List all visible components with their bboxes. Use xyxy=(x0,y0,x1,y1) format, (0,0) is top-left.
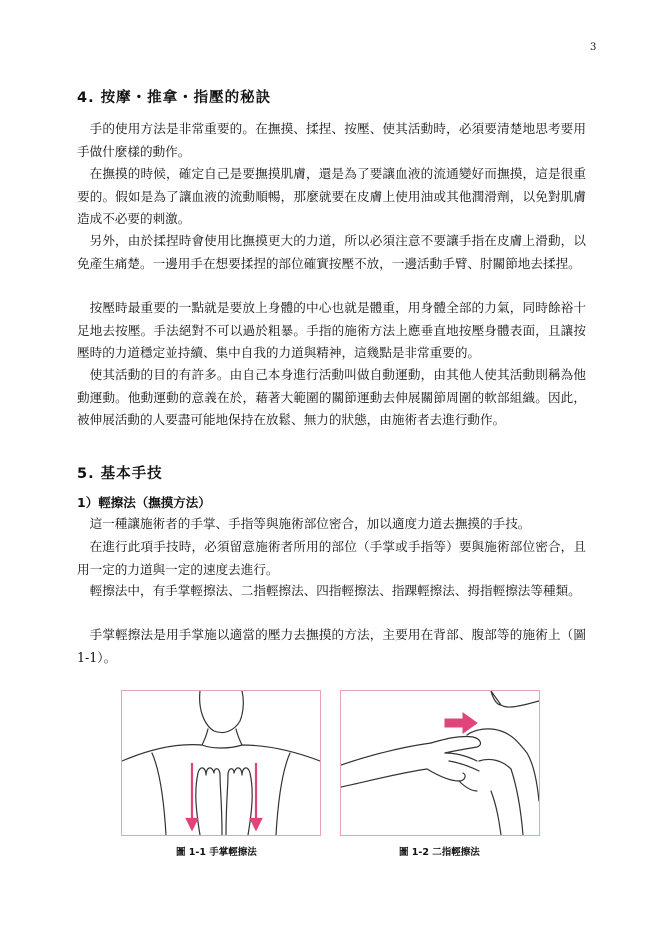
section-4-paragraph-1: 手的使用方法是非常重要的。在撫摸、揉捏、按壓、使其活動時，必須要清楚地思考要用手做什麼樣的動作。 xyxy=(77,121,586,159)
section-5-subheading: 1）輕擦法（撫摸方法） xyxy=(77,495,211,510)
neck-outline xyxy=(202,729,242,745)
finger-outlines xyxy=(445,753,479,791)
left-shoulder-line xyxy=(152,753,166,835)
figure-1-2-illustration xyxy=(341,691,539,835)
shirt-outline xyxy=(491,769,523,835)
direction-arrow-shaft xyxy=(445,719,463,727)
section-5-paragraph-1: 這一種讓施術者的手掌、手指等與施術部位密合，加以適度力道去撫摸的手技。 xyxy=(89,516,531,531)
head-outline xyxy=(200,691,244,733)
left-hand xyxy=(196,768,222,835)
section-5-paragraph-3: 輕擦法中，有手掌輕擦法、二指輕擦法、四指輕擦法、指踝輕擦法、拇指輕擦法等種類。 xyxy=(89,583,581,598)
section-5-paragraph-4: 手掌輕擦法是用手掌施以適當的壓力去撫摸的方法，主要用在背部、腹部等的施術上（圖 1-1）。 xyxy=(77,627,586,665)
right-shoulder-line xyxy=(276,753,290,835)
stroke-arrowhead-left xyxy=(187,819,197,829)
section-4-paragraph-5: 使其活動的目的有許多。由自己本身進行活動叫做自動運動，由其他人使其活動則稱為他動運動。他動運動的意義在於，藉著大範圍的關節運動去伸展關節周圍的軟部組織。因此，被伸展活動的人要盡可能地保持在放鬆、無力的狀態，由施術者去進行動作。 xyxy=(77,367,586,427)
right-hand xyxy=(226,768,252,835)
figure-1-1-illustration xyxy=(122,691,320,835)
section-4-paragraph-4: 按壓時最重要的一點就是要放上身體的中心也就是體重，用身體全部的力氣，同時餘裕十足地去按壓。手法絕對不可以過於粗暴。手指的施術方法上應垂直地按壓身體表面，且讓按壓時的力道穩定並持續、集中自我的力道與精神，這幾點是非常重要的。 xyxy=(77,300,586,360)
stroke-arrowhead-right xyxy=(251,819,261,829)
section-4-paragraph-3: 另外，由於揉捏時會使用比撫摸更大的力道，所以必須注意不要讓手指在皮膚上滑動，以免產生痛楚。一邊用手在想要揉捏的部位確實按壓不放，一邊活動手臂、肘關節地去揉捏。 xyxy=(77,233,586,271)
sleeve-outline xyxy=(491,691,539,707)
section-4-heading: 4. 按摩・推拿・指壓的秘訣 xyxy=(77,90,272,106)
figure-1-2-frame xyxy=(340,690,540,836)
section-4-paragraph-2: 在撫摸的時候，確定自己是要撫摸肌膚，還是為了要讓血液的流通變好而撫摸，這是很重要的。假如是為了讓血液的流動順暢，那麼就要在皮膚上使用油或其他潤滑劑，以免對肌膚造成不必要的刺激。 xyxy=(77,166,586,226)
direction-arrow-head xyxy=(463,713,477,733)
forearm-outline xyxy=(341,743,431,787)
page-number: 3 xyxy=(590,42,597,53)
section-5-paragraph-2: 在進行此項手技時，必須留意施術者所用的部位（手掌或手指等）要與施術部位密合，且用一定的力道與一定的速度去進行。 xyxy=(77,539,586,577)
figure-1-2-caption: 圖 1-2 二指輕擦法 xyxy=(399,847,480,858)
section-5-heading: 5. 基本手技 xyxy=(77,466,163,482)
figure-1-1-frame xyxy=(121,690,321,836)
figure-1-1-caption: 圖 1-1 手掌輕擦法 xyxy=(176,847,257,858)
